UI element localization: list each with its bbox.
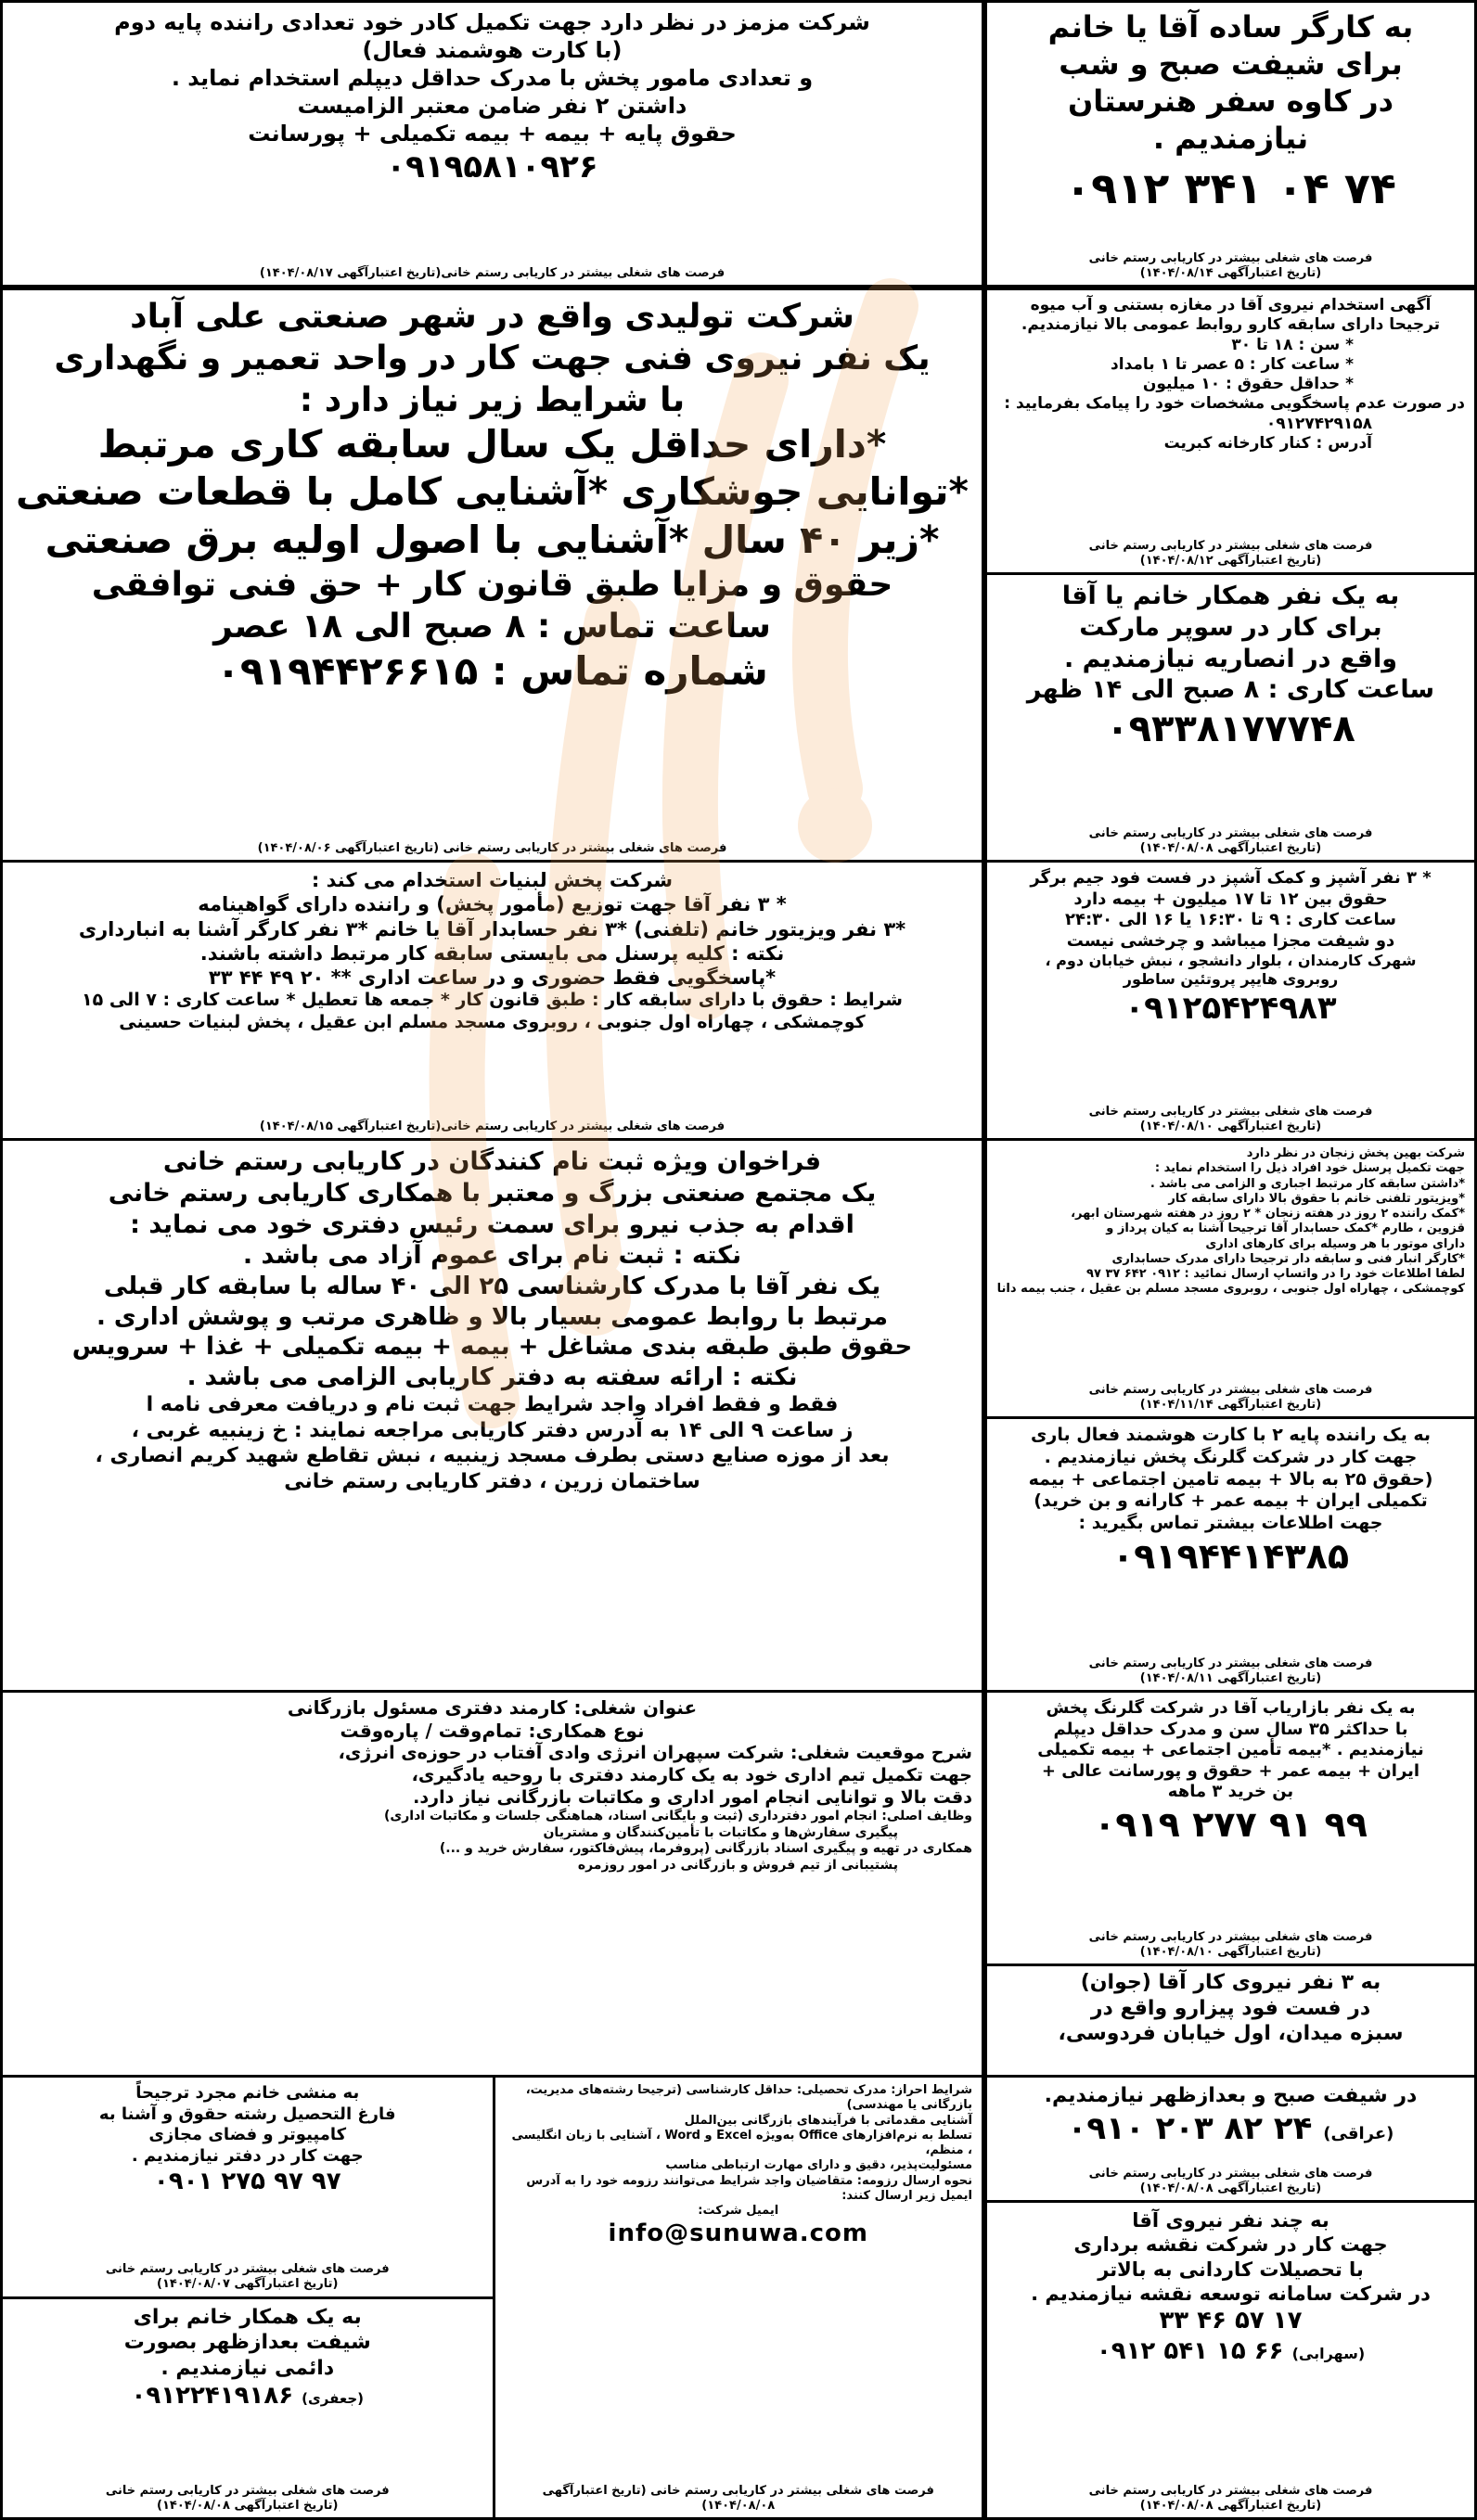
ad-line: (با کارت هوشمند فعال) bbox=[362, 37, 623, 63]
ad-female-secretary bbox=[0, 2078, 493, 2299]
ad-line: مسئولیت‌پذیر، دقیق و دارای مهارت ارتباطی مناسب bbox=[665, 2158, 972, 2173]
ad-footer-date: (تاریخ اعتبارآگهی ۱۴۰۴/۰۸/۱۰) bbox=[1139, 1119, 1322, 1133]
phone-number: ۰۹۰۱ ۲۷۵ ۹۷ ۹۷ bbox=[153, 2168, 341, 2195]
ad-line: سبزه میدان، اول خیابان فردوسی، bbox=[1058, 2022, 1404, 2045]
ad-line: برای کار در سوپر مارکت bbox=[1079, 612, 1382, 642]
ad-line: به یک نفر بازاریاب آقا در شرکت گلرنگ پخش bbox=[1046, 1698, 1416, 1718]
ad-line: پشتیبانی از تیم فروش و بازرگانی در امور روزمره bbox=[577, 1857, 898, 1873]
ad-line: آشنایی مقدماتی با فرآیندهای بازرگانی بین‌الملل bbox=[684, 2113, 972, 2128]
ad-line: جهت تکمیل پرسنل خود افراد ذیل را استخدام نماید : bbox=[1154, 1161, 1465, 1176]
ad-footer: فرصت های شغلی بیشتر در کاریابی رستم خانی bbox=[1088, 538, 1373, 553]
phone-line bbox=[12, 2381, 483, 2411]
ad-line: پیگیری سفارش‌ها و مکاتبات با تأمین‌کنندگان و مشتریان bbox=[543, 1824, 898, 1840]
ad-supermarket bbox=[984, 575, 1477, 863]
ad-line: * حداقل حقوق : ۱۰ میلیون bbox=[1142, 375, 1354, 393]
ad-footer: فرصت های شغلی بیشتر در کاریابی رستم خانی bbox=[1088, 1104, 1373, 1119]
email-label: ایمیل شرکت: bbox=[698, 2204, 779, 2218]
ad-line: دائمی نیازمندیم . bbox=[161, 2356, 335, 2380]
ad-footer-date: (تاریخ اعتبارآگهی ۱۴۰۴/۰۸/۰۸) bbox=[1139, 2181, 1322, 2195]
ad-line: دقت بالا و توانایی انجام امور اداری و مکاتبات بازرگانی نیاز دارد. bbox=[413, 1786, 972, 1808]
ad-line: روبروی هایپر پروتئین ساطور bbox=[1123, 970, 1339, 988]
ad-line: نکته : ثبت نام برای عموم آزاد می باشد . bbox=[242, 1241, 742, 1271]
ad-footer-date: (تاریخ اعتبارآگهی ۱۴۰۴/۰۸/۱۱) bbox=[1139, 1670, 1322, 1685]
ad-line: نکته : ارائه سفته به دفتر کاریابی الزامی می باشد . bbox=[186, 1362, 798, 1391]
ad-ice-cream-shop bbox=[984, 288, 1477, 575]
ad-footer-date: (تاریخ اعتبارآگهی ۱۴۰۴/۰۸/۱۰) bbox=[1139, 1944, 1322, 1959]
ad-line: به یک نفر همکار خانم یا آقا bbox=[1061, 582, 1400, 610]
ad-line: *داشتن سابقه کار مرتبط اجباری و الزامی می باشد . bbox=[1149, 1176, 1465, 1191]
ad-fastfood-cook bbox=[984, 863, 1477, 1141]
ad-line: شرکت بهین پخش زنجان در نظر دارد bbox=[1246, 1146, 1465, 1160]
phone-number: ۰۹۱۹۵۸۱۰۹۲۶ bbox=[386, 148, 598, 185]
ad-line: *پاسخگویی فقط حضوری و در ساعت اداری ** ۲۰ ۴۹ ۴۴ ۳۳ bbox=[208, 966, 777, 989]
ad-line: فراخوان ویژه ثبت نام کنندگان در کاریابی رستم خانی bbox=[162, 1147, 822, 1176]
phone-number: ۳۳ ۴۶ ۵۷ ۱۷ bbox=[1159, 2307, 1303, 2335]
ad-line: شرایط احراز: مدرک تحصیلی: حداقل کارشناسی (ترجیحا رشته‌های مدیریت، بازرگانی یا مهندسی) bbox=[525, 2083, 972, 2113]
ad-line: حقوق طبق طبقه بندی مشاغل + بیمه + بیمه تکمیلی + غذا + سرویس bbox=[71, 1333, 913, 1361]
ad-line: بن خرید ۳ ماهه bbox=[1167, 1782, 1294, 1801]
ad-line: کوچمشکی ، چهاراه اول جنوبی ، روبروی مسجد مسلم بن عقیل ، جنب بیمه دانا bbox=[996, 1282, 1465, 1297]
ad-line: آگهی استخدام نیروی آقا در مغازه بستنی و آب میوه bbox=[1030, 296, 1432, 314]
job-type: نوع همکاری: تمام‌وقت / پاره‌وقت bbox=[340, 1720, 645, 1742]
ad-footer: فرصت های شغلی بیشتر در کاریابی رستم خانی(تاریخ اعتبارآگهی ۱۴۰۴/۰۸/۱۷) bbox=[259, 265, 726, 280]
ad-line: با تحصیلات کاردانی به بالاتر bbox=[1098, 2258, 1364, 2281]
ad-line: در شیفت صبح و بعدازظهر نیازمندیم. bbox=[1044, 2084, 1418, 2107]
ad-line: حقوق بین ۱۲ تا ۱۷ میلیون + بیمه دارد bbox=[1073, 889, 1388, 909]
ad-line: جهت کار در شرکت نقشه برداری bbox=[1073, 2233, 1388, 2257]
ad-line: *ویزیتور تلفنی خانم با حقوق بالا دارای سابقه کار bbox=[1168, 1191, 1465, 1206]
ad-line: *توانایی جوشکاری *آشنایی کامل با قطعات صنعتی bbox=[16, 469, 969, 515]
ad-behin-pakhsh bbox=[984, 1141, 1477, 1419]
ad-line: فارغ التحصیل رشته حقوق و آشنا به bbox=[98, 2104, 396, 2124]
ad-footer-date: (تاریخ اعتبارآگهی ۱۴۰۴/۱۱/۱۴) bbox=[1139, 1397, 1322, 1412]
ad-line: وظایف اصلی: انجام امور دفترداری (ثبت و بایگانی اسناد، هماهنگی جلسات و مکاتبات اداری) bbox=[384, 1809, 972, 1824]
ad-footer: فرصت های شغلی بیشتر در کاریابی رستم خانی (تاریخ اعتبارآگهی ۱۴۰۴/۰۸/۰۶) bbox=[257, 840, 727, 855]
ad-line: کوچمشکی ، چهاراه اول جنوبی ، روبروی مسجد مسلم ابن عقیل ، پخش لبنیات حسینی bbox=[119, 1012, 866, 1032]
ad-line: شرکت تولیدی واقع در شهر صنعتی علی آباد bbox=[130, 298, 854, 336]
ad-line: ایران + بیمه عمر + حقوق و پورسانت عالی + bbox=[1041, 1760, 1420, 1781]
ad-line: جهت کار در شرکت گلرنگ پخش نیازمندیم . bbox=[1044, 1446, 1418, 1467]
ad-line: با حداکثر ۳۵ سال سن و مدرک حداقل دیپلم bbox=[1053, 1719, 1408, 1739]
ad-line: اقدام به جذب نیرو برای سمت رئیس دفتری خود می نماید : bbox=[130, 1209, 854, 1239]
ad-line: نکته : کلیه پرسنل می بایستی سابقه کار مرتبط داشته باشند. bbox=[199, 941, 785, 965]
phone-number: ۰۹۱۲۵۴۲۴۹۸۳ bbox=[1124, 990, 1337, 1027]
phone-number: ۰۹۱۲ ۳۴۱ ۰۴ ۷۴ bbox=[1065, 163, 1396, 213]
ad-line: حقوق و مزایا طبق قانون کار + حق فنی توافقی bbox=[91, 565, 893, 604]
ad-footer: فرصت های شغلی بیشتر در کاریابی رستم خانی (تاریخ اعتبارآگهی ۱۴۰۴/۰۸/۰۸) bbox=[542, 2483, 934, 2513]
ad-line: واقع در انصاریه نیازمندیم . bbox=[1063, 644, 1398, 673]
ad-line: شیفت بعدازظهر بصورت bbox=[123, 2331, 371, 2354]
ad-footer: فرصت های شغلی بیشتر در کاریابی رستم خانی(تاریخ اعتبارآگهی ۱۴۰۴/۰۸/۱۵) bbox=[259, 1119, 726, 1133]
ad-line: *کارگر انبار فنی و سابقه دار ترجیحا دارای مدرک حسابداری bbox=[1111, 1251, 1465, 1266]
ad-column-stack bbox=[984, 288, 1477, 863]
ad-line: شرایط : حقوق با دارای سابقه کار : طبق قانون کار * جمعه ها تعطیل * ساعت کاری : ۷ الی ۱۵ bbox=[82, 990, 903, 1011]
ad-line: برای شیفت صبح و شب bbox=[1059, 46, 1403, 82]
ad-simple-worker bbox=[984, 0, 1477, 288]
job-title: عنوان شغلی: کارمند دفتری مسئول بازرگانی bbox=[287, 1696, 698, 1719]
contact-name: (سهرابی) bbox=[1291, 2344, 1366, 2362]
ad-line: داشتن ۲ نفر ضامن معتبر الزامیست bbox=[297, 93, 687, 119]
ad-industrial-technician bbox=[0, 288, 984, 863]
ad-footer: فرصت های شغلی بیشتر در کاریابی رستم خانی bbox=[1088, 250, 1373, 265]
ad-footer-date: (تاریخ اعتبارآگهی ۱۴۰۴/۰۸/۰۸) bbox=[157, 2498, 339, 2513]
ad-line: ز ساعت ۹ الی ۱۴ به آدرس دفتر کاریابی مراجعه نمایند : خ زینبیه غربی ، bbox=[131, 1418, 854, 1442]
ad-line: شهرک کارمندان ، بلوار دانشجو ، نبش خیابان دوم ، bbox=[1045, 952, 1417, 969]
phone-number: ۰۹۱۹۴۴۱۴۳۸۵ bbox=[1111, 1535, 1350, 1577]
ad-line: * سن : ۱۸ تا ۳۰ bbox=[1231, 335, 1354, 354]
ad-footer: فرصت های شغلی بیشتر در کاریابی رستم خانی bbox=[1088, 1382, 1373, 1397]
ad-line: فقط و فقط افراد واجد شرایط جهت ثبت نام و دریافت معرفی نامه ا bbox=[146, 1393, 839, 1416]
ad-line: نحوه ارسال رزومه: متقاضیان واجد شرایط می‌توانند رزومه خود را به آدرس ایمیل زیر ارسال کنند: bbox=[526, 2173, 972, 2203]
ad-column-stack bbox=[984, 1693, 1477, 2078]
ad-line: ساعت کاری : ۹ تا ۱۶:۳۰ یا ۱۶ الی ۲۴:۳۰ bbox=[1064, 910, 1396, 929]
contact-name: (عراقی) bbox=[1323, 2123, 1394, 2143]
ad-line: جهت اطلاعات بیشتر تماس بگیرید : bbox=[1078, 1513, 1383, 1533]
ad-footer: فرصت های شغلی بیشتر در کاریابی رستم خانی bbox=[105, 2262, 390, 2276]
ad-line: در فست فود پیزارو واقع در bbox=[1090, 1996, 1371, 2020]
ad-line: * ۳ نفر آقا جهت توزیع (مأمور پخش) و راننده دارای گواهینامه bbox=[198, 893, 787, 916]
ad-footer: فرصت های شغلی بیشتر در کاریابی رستم خانی bbox=[1088, 1656, 1373, 1670]
bottom-row-ads bbox=[0, 2078, 493, 2520]
ad-line: ساعت کاری : ۸ صبح الی ۱۴ ظهر bbox=[1026, 675, 1435, 705]
phone-number: ۰۹۱۹ ۲۷۷ ۹۱ ۹۹ bbox=[1094, 1803, 1368, 1845]
phone-number: ۰۹۱۲۲۴۱۹۱۸۶ bbox=[131, 2382, 294, 2410]
ad-line: به ۳ نفر نیروی کار آقا (جوان) bbox=[1080, 1971, 1381, 1994]
ad-line: *۳ نفر ویزیتور خانم (تلفنی) *۳ نفر حسابدار آقا یا خانم *۳ نفر کارگر آشنا به انبارداری bbox=[78, 917, 906, 940]
ad-golrang-driver bbox=[984, 1419, 1477, 1693]
ad-line: شرح موقعیت شغلی: شرکت سپهران انرژی وادی آفتاب در حوزه‌ی انرژی، bbox=[338, 1743, 972, 1763]
ad-line: در شرکت سامانه توسعه نقشه نیازمندیم . bbox=[1031, 2282, 1431, 2305]
ad-line: لطفا اطلاعات خود را در واتساپ ارسال نمائید : ۰۹۱۲ ۶۴۲ ۳۷ ۹۷ bbox=[1086, 1267, 1465, 1281]
ad-line: * ۳ نفر آشپز و کمک آشپز در فست فود جیم برگر bbox=[1030, 868, 1432, 888]
ad-line: به کارگر ساده آقا یا خانم bbox=[1047, 9, 1414, 45]
phone-line bbox=[996, 2336, 1465, 2367]
ad-footer-date: (تاریخ اعتبارآگهی ۱۴۰۴/۰۸/۰۸) bbox=[1139, 840, 1322, 855]
ad-line: یک مجتمع صنعتی بزرگ و معتبر با همکاری کاریابی رستم خانی bbox=[108, 1178, 877, 1208]
ad-line: یک نفر آقا با مدرک کارشناسی ۲۵ الی ۴۰ ساله با سابقه کار قبلی bbox=[103, 1273, 881, 1300]
phone-line bbox=[996, 2109, 1465, 2149]
ad-office-head-callout bbox=[0, 1141, 984, 1693]
ad-line: کامپیوتر و فضای مجازی bbox=[148, 2125, 347, 2144]
ad-line: تسلط به نرم‌افزارهای Office به‌ویژه Excel و Word ، آشنایی با زبان انگلیسی ، منظم، bbox=[511, 2128, 972, 2157]
company-email[interactable]: info@sunuwa.com bbox=[608, 2219, 868, 2248]
phone-number: ۰۹۱۲۷۴۲۹۱۵۸ bbox=[1265, 414, 1372, 433]
ad-footer: فرصت های شغلی بیشتر در کاریابی رستم خانی bbox=[1088, 2483, 1373, 2498]
ad-footer-date: (تاریخ اعتبارآگهی ۱۴۰۴/۰۸/۰۸) bbox=[1139, 2498, 1322, 2513]
ad-line: همکاری در تهیه و پیگیری اسناد بازرگانی (پروفرما، پیش‌فاکتور، سفارش خرید و ...) bbox=[439, 1841, 972, 1857]
ad-golrang-marketer bbox=[984, 1693, 1477, 1966]
ad-line: قزوین ، طارم *کمک حسابدار آقا ترجیحا آشنا به کیان پرداز و bbox=[1106, 1222, 1465, 1236]
ad-line: در صورت عدم پاسخگویی مشخصات خود را پیامک بفرمایید : bbox=[1004, 394, 1465, 414]
ad-footer-date: (تاریخ اعتبارآگهی ۱۴۰۴/۰۸/۰۷) bbox=[157, 2277, 339, 2292]
ad-line: به چند نفر نیروی آقا bbox=[1132, 2209, 1329, 2232]
ad-female-afternoon bbox=[0, 2299, 493, 2520]
phone-number: ۰۹۱۹۴۴۲۶۶۱۵ bbox=[216, 647, 479, 694]
phone-number: ۰۹۱۰ ۲۰۳ ۸۲ ۲۴ bbox=[1067, 2109, 1313, 2147]
ad-line: شرکت پخش لبنیات استخدام می کند : bbox=[311, 869, 674, 891]
ad-footer: فرصت های شغلی بیشتر در کاریابی رستم خانی bbox=[1088, 1929, 1373, 1944]
ad-office-clerk-commerce-cont bbox=[493, 2078, 985, 2520]
ad-line: تکمیلی ایران + بیمه عمر + کارانه و بن خرید) bbox=[1034, 1490, 1428, 1512]
ad-line: در کاوه سفر هنرستان نیازمندیم . bbox=[1067, 83, 1394, 156]
ad-line: (حقوق ۲۵ به بالا + بیمه تامین اجتماعی + بیمه bbox=[1028, 1468, 1433, 1490]
ad-dairy-distribution bbox=[0, 863, 984, 1141]
ad-line: ترجیحا دارای سابقه کارو روابط عمومی بالا نیازمندیم. bbox=[1021, 315, 1441, 335]
ad-line: به یک همکار خانم برای bbox=[133, 2305, 362, 2329]
ad-line: جهت کار در دفتر نیازمندیم . bbox=[131, 2145, 364, 2166]
ad-line: نیازمندیم . *بیمه تأمین اجتماعی + بیمه تکمیلی bbox=[1037, 1740, 1424, 1759]
ad-column-stack bbox=[984, 1141, 1477, 1693]
contact-name: (جعفری) bbox=[302, 2390, 364, 2407]
ad-column-stack bbox=[984, 2078, 1477, 2520]
ad-line: به یک راننده پایه ۲ با کارت هوشمند فعال باری bbox=[1031, 1425, 1431, 1445]
ad-footer-date: (تاریخ اعتبارآگهی ۱۴۰۴/۰۸/۱۲) bbox=[1139, 553, 1322, 568]
ad-line: به منشی خانم مجرد ترجیحاً bbox=[135, 2083, 360, 2103]
ad-surveying-company bbox=[984, 2203, 1477, 2520]
ad-line: دو شیفت مجزا میباشد و چرخشی نیست bbox=[1066, 930, 1395, 951]
ad-office-clerk-commerce bbox=[0, 1693, 984, 2078]
ad-pizzaro-bottom bbox=[984, 2078, 1477, 2203]
ad-line: ساختمان زرین ، دفتر کاریابی رستم خانی bbox=[284, 1469, 700, 1493]
phone-label: شماره تماس : bbox=[491, 647, 768, 694]
ad-line: حقوق پایه + بیمه + بیمه تکمیلی + پورسانت bbox=[248, 121, 737, 147]
ad-footer: فرصت های شغلی بیشتر در کاریابی رستم خانی bbox=[1088, 825, 1373, 840]
ad-footer: فرصت های شغلی بیشتر در کاریابی رستم خانی bbox=[1088, 2166, 1373, 2181]
ad-line: جهت تکمیل تیم اداری خود به یک کارمند دفتری با روحیه یادگیری، bbox=[411, 1764, 972, 1785]
ad-footer: فرصت های شغلی بیشتر در کاریابی رستم خانی bbox=[105, 2483, 390, 2498]
ad-line: مرتبط با روابط عمومی بسیار بالا و ظاهری مرتب و پوشش اداری . bbox=[96, 1302, 888, 1331]
ad-line: * ساعت کار : ۵ عصر تا ۱ بامداد bbox=[1111, 354, 1354, 374]
ad-line: دارای موتور با هر وسیله برای کارهای اداری bbox=[1205, 1236, 1465, 1251]
ad-line: یک نفر نیروی فنی جهت کار در واحد تعمیر و نگهداری bbox=[54, 339, 931, 377]
bottom-row bbox=[0, 2078, 984, 2520]
ad-line: ساعت تماس : ۸ صبح الی ۱۸ عصر bbox=[213, 607, 771, 646]
ad-line: و تعدادی مامور پخش با مدرک حداقل دیپلم استخدام نماید . bbox=[171, 65, 814, 91]
phone-number: ۰۹۳۳۸۱۷۷۷۴۸ bbox=[1106, 708, 1355, 750]
ad-pizzaro-top bbox=[984, 1966, 1477, 2078]
phone-number: ۰۹۱۲ ۵۴۱ ۱۵ ۶۶ bbox=[1096, 2336, 1284, 2365]
ad-line: با شرایط زیر نیاز دارد : bbox=[299, 381, 686, 419]
ad-line: بعد از موزه صنایع دستی بطرف مسجد زینبیه ، نبش تقاطع شهید کریم انصاری ، bbox=[95, 1444, 890, 1467]
ad-footer-date: (تاریخ اعتبارآگهی ۱۴۰۴/۰۸/۱۴) bbox=[1139, 265, 1322, 280]
ad-line: *زیر ۴۰ سال *آشنایی با اصول اولیه برق صنعتی bbox=[45, 517, 940, 562]
ad-line: شرکت مزمز در نظر دارد جهت تکمیل کادر خود تعدادی راننده پایه دوم bbox=[114, 9, 870, 35]
ad-line: آدرس : کنار کارخانه کبریت bbox=[1163, 433, 1372, 453]
phone-line bbox=[12, 647, 972, 697]
ad-mazmaz-driver bbox=[0, 0, 984, 288]
ad-line: *کمک راننده ۲ روز در هفته زنجان * ۲ روز در هفته شهرستان ابهر، bbox=[1071, 1207, 1465, 1221]
ad-line: *دارای حداقل یک سال سابقه کاری مرتبط bbox=[97, 422, 887, 467]
